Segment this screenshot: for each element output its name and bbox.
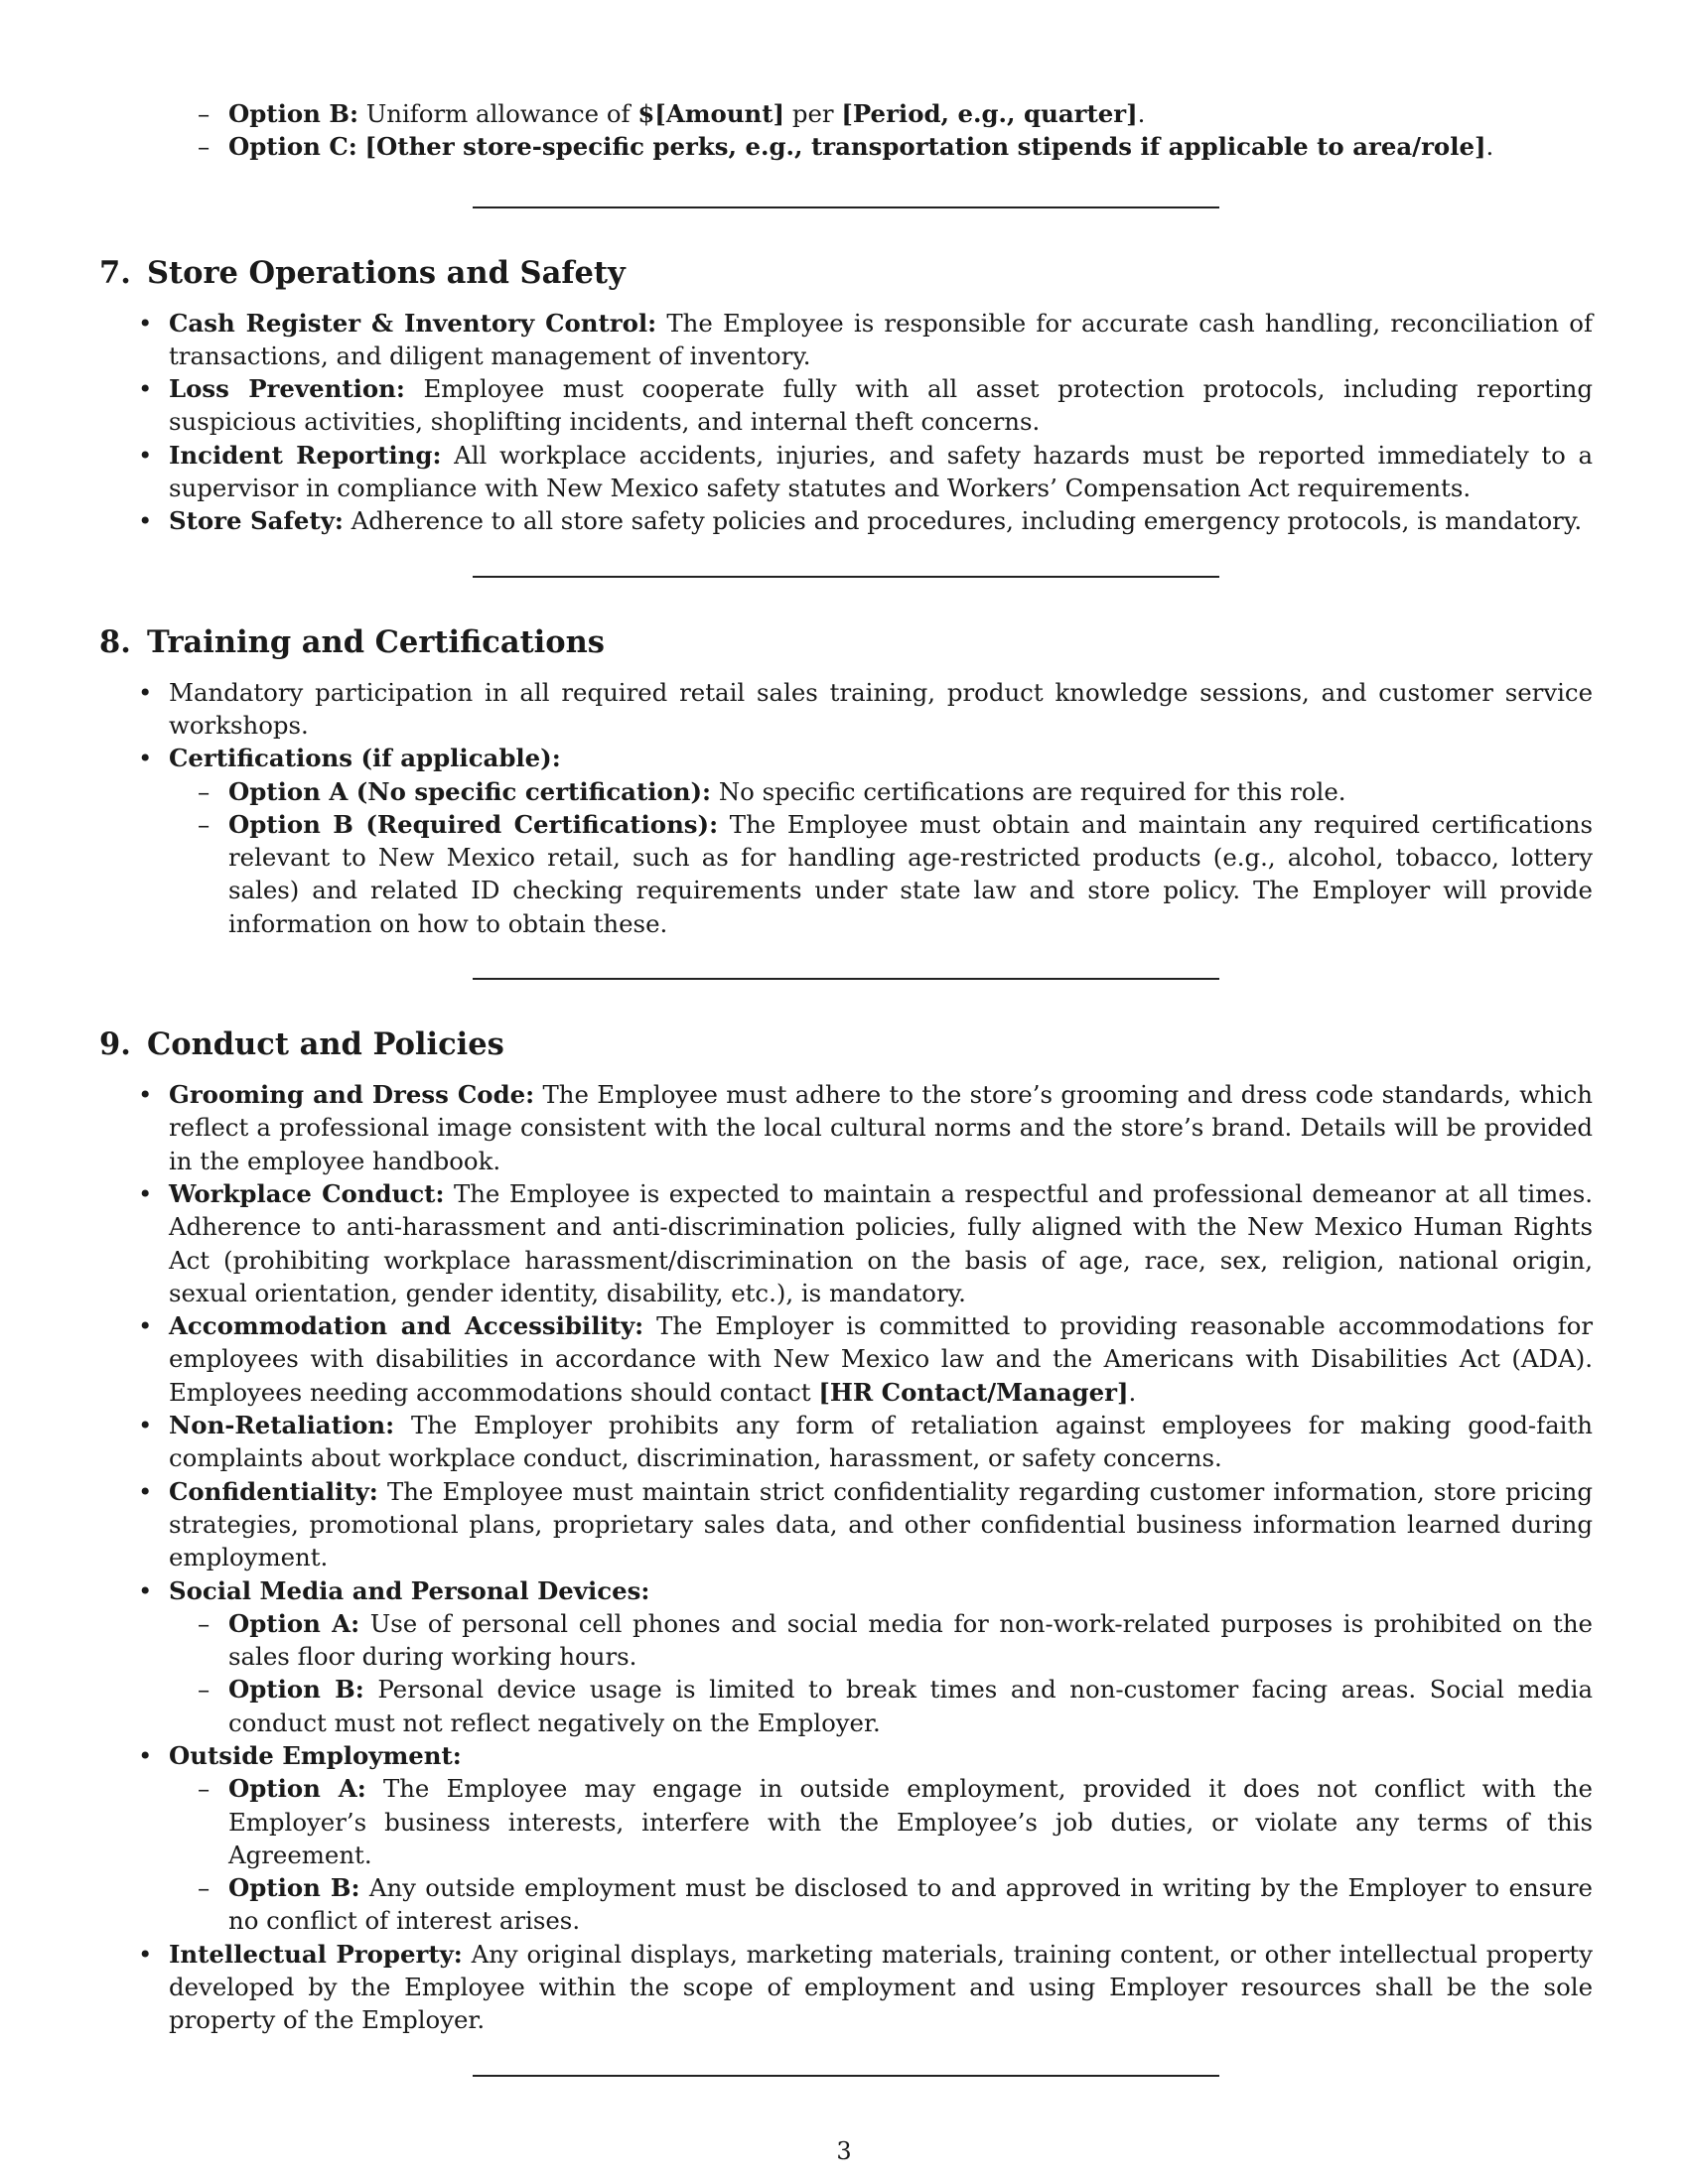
option-label: Option B:	[228, 1675, 364, 1705]
bullet-icon: •	[138, 1080, 153, 1110]
list-item	[99, 372, 1593, 439]
section-divider	[473, 2075, 1219, 2077]
item-text: The Employee is responsible for accurate cash handling, reconciliation of transactions, and diligent management of inventory.	[169, 308, 1593, 370]
option-text: .	[1485, 132, 1494, 162]
option-text: No specific certifications are required for this role.	[718, 776, 1346, 806]
item-text: Adherence to all store safety policies and procedures, including emergency protocols, is mandatory.	[351, 506, 1583, 536]
item-text: The Employee must adhere to the store’s grooming and dress code standards, which reflect a professional image consistent with the local cultural norms and the store’s brand. Details will be provided in the employee handbook.	[169, 1080, 1593, 1175]
list-item	[99, 676, 1593, 743]
sub-list-item	[169, 1772, 1593, 1871]
sub-list-item	[169, 1871, 1593, 1938]
sub-list-item	[169, 775, 1593, 808]
section-9-list	[99, 1078, 1593, 2037]
section-number: 7.	[99, 254, 131, 291]
item-label: Intellectual Property:	[169, 1939, 463, 1969]
section-divider	[473, 206, 1219, 208]
bullet-icon: •	[138, 506, 153, 536]
section-title-text: Conduct and Policies	[147, 1026, 504, 1063]
certification-options	[169, 775, 1593, 940]
period-placeholder: [Period, e.g., quarter]	[841, 99, 1138, 128]
item-text: The Employee is expected to maintain a respectful and professional demeanor at all times. Adherence to anti-harassment and anti-discrimination policies, fully aligned with the New Mexico Human Rights Act (prohibiting workplace harassment/discrimination on the basis of age, race, sex, religion, national origin, sexual orientation, gender identity, disability, etc.), is mandatory.	[169, 1178, 1593, 1307]
item-text: .	[1128, 1377, 1137, 1407]
section-heading-9	[99, 1024, 1593, 1064]
item-label: Loss Prevention:	[169, 374, 405, 404]
hr-contact-placeholder: [HR Contact/Manager]	[818, 1377, 1129, 1407]
item-text: The Employer is committed to providing reasonable accommodations for employees with disabilities in accordance with New Mexico law and the Americans with Disabilities Act (ADA). Employees needing accommodations should contact	[169, 1311, 1593, 1407]
option-text: .	[1137, 99, 1146, 128]
list-item	[99, 1574, 1593, 1739]
option-label: Option A:	[228, 1608, 360, 1638]
option-text: Uniform allowance of	[365, 99, 638, 128]
section-heading-8	[99, 622, 1593, 662]
list-item	[99, 439, 1593, 505]
page-number: 3	[836, 2137, 852, 2165]
list-item	[99, 1309, 1593, 1409]
item-label: Non-Retaliation:	[169, 1411, 395, 1440]
option-text: per	[784, 99, 842, 128]
section-divider	[473, 978, 1219, 980]
perks-placeholder: [Other store-specific perks, e.g., transportation stipends if applicable to area/role]	[364, 132, 1486, 162]
item-label: Store Safety:	[169, 506, 344, 536]
section-number: 8.	[99, 623, 131, 660]
benefit-options-list	[99, 97, 1593, 164]
sub-list-item	[169, 1673, 1593, 1739]
bullet-icon: •	[138, 440, 153, 470]
item-text: The Employer prohibits any form of retaliation against employees for making good-faith complaints about workplace conduct, discrimination, harassment, or safety concerns.	[169, 1411, 1593, 1473]
item-label: Accommodation and Accessibility:	[169, 1311, 644, 1341]
section-8-list	[99, 676, 1593, 940]
amount-placeholder: $[Amount]	[637, 99, 785, 128]
option-text: Personal device usage is limited to break times and non-customer facing areas. Social media conduct must not reflect negatively on the Employer.	[228, 1675, 1593, 1737]
bullet-icon: •	[138, 1311, 153, 1341]
bullet-icon: •	[138, 374, 153, 404]
item-label: Certifications (if applicable):	[169, 744, 561, 773]
list-item	[99, 307, 1593, 373]
option-c-perks	[99, 130, 1593, 163]
item-label: Outside Employment:	[169, 1740, 462, 1770]
item-label: Cash Register & Inventory Control:	[169, 308, 657, 338]
bullet-icon: •	[138, 1411, 153, 1440]
item-label: Grooming and Dress Code:	[169, 1080, 535, 1110]
item-text: Employee must cooperate fully with all asset protection protocols, including reporting suspicious activities, shoplifting incidents, and internal theft concerns.	[169, 374, 1593, 437]
item-text: Any original displays, marketing materials, training content, or other intellectual property developed by the Employee within the scope of employment and using Employer resources shall be the sole property of the Employer.	[169, 1939, 1594, 2035]
document-page	[99, 97, 1593, 2077]
section-number: 9.	[99, 1026, 131, 1063]
item-text: All workplace accidents, injuries, and safety hazards must be reported immediately to a supervisor in compliance with New Mexico safety statutes and Workers’ Compensation Act requirements.	[169, 440, 1594, 503]
section-divider	[473, 576, 1219, 578]
section-title-text: Store Operations and Safety	[147, 254, 626, 291]
sub-list-item	[169, 808, 1593, 940]
option-label: Option B (Required Certifications):	[228, 809, 719, 839]
item-text: The Employee must maintain strict confidentiality regarding customer information, store pricing strategies, promotional plans, proprietary sales data, and other confidential business information learned during employment.	[169, 1476, 1593, 1572]
item-label: Confidentiality:	[169, 1476, 378, 1506]
bullet-icon: •	[138, 1939, 153, 1969]
item-label: Social Media and Personal Devices:	[169, 1575, 650, 1605]
bullet-icon: •	[138, 1740, 153, 1770]
item-label: Workplace Conduct:	[169, 1178, 445, 1208]
item-text: Mandatory participation in all required retail sales training, product knowledge sessions, and customer service workshops.	[169, 677, 1593, 740]
list-item	[99, 1475, 1593, 1574]
list-item	[99, 1409, 1593, 1475]
option-text: The Employee may engage in outside employment, provided it does not conflict with the Employer’s business interests, interfere with the Employee’s job duties, or violate any terms of this Agreement.	[228, 1774, 1593, 1869]
section-heading-7	[99, 253, 1593, 293]
option-text: The Employee must obtain and maintain any required certifications relevant to New Mexico retail, such as for handling age-restricted products (e.g., alcohol, tobacco, lottery sales) and related ID checking requirements under state law and store policy. The Employer will provide information on how to obtain these.	[228, 809, 1593, 938]
bullet-icon: •	[138, 677, 153, 707]
bullet-icon: •	[138, 1476, 153, 1506]
bullet-icon: •	[138, 308, 153, 338]
section-7-list	[99, 307, 1593, 538]
option-label: Option A:	[228, 1774, 366, 1804]
list-item	[99, 1739, 1593, 1938]
option-label: Option C:	[228, 132, 357, 162]
option-text: Use of personal cell phones and social media for non-work-related purposes is prohibited on the sales floor during working hours.	[228, 1608, 1593, 1672]
list-item	[99, 504, 1593, 537]
outside-employment-options	[169, 1772, 1593, 1937]
item-label: Incident Reporting:	[169, 440, 442, 470]
section-title-text: Training and Certifications	[147, 623, 605, 660]
bullet-icon: •	[138, 744, 153, 773]
option-label: Option B:	[228, 99, 358, 128]
bullet-icon: •	[138, 1178, 153, 1208]
option-label: Option A (No specific certification):	[228, 776, 712, 806]
option-b-uniform	[99, 97, 1593, 130]
list-item	[99, 1938, 1593, 2037]
option-label: Option B:	[228, 1873, 360, 1903]
list-item	[99, 1177, 1593, 1309]
option-text: Any outside employment must be disclosed to and approved in writing by the Employer to ensure no conflict of interest arises.	[228, 1873, 1593, 1936]
social-media-options	[169, 1607, 1593, 1739]
bullet-icon: •	[138, 1575, 153, 1605]
list-item	[99, 1078, 1593, 1177]
sub-list-item	[169, 1607, 1593, 1674]
list-item	[99, 742, 1593, 940]
